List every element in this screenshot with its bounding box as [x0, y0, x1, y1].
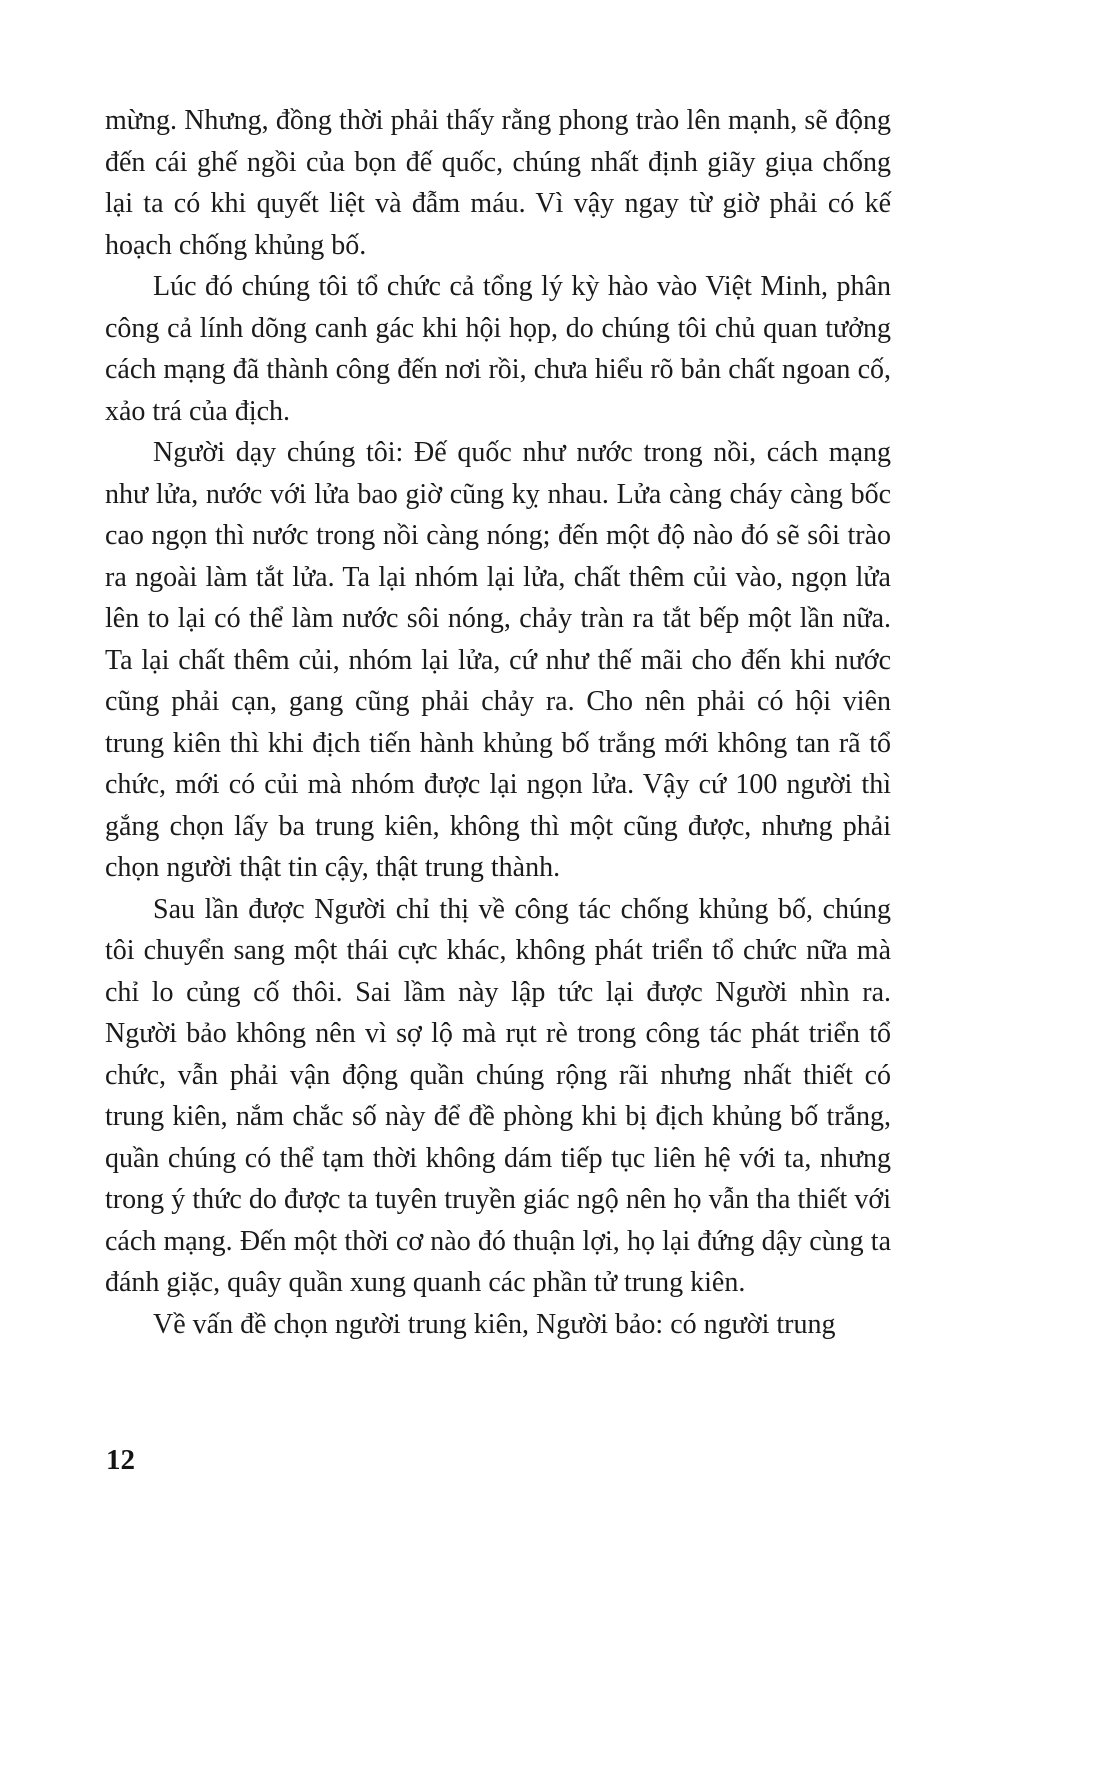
paragraph: Người dạy chúng tôi: Đế quốc như nước trong nồi, cách mạng như lửa, nước với lửa bao giờ cũng kỵ nhau. Lửa càng cháy càng bốc cao ngọn thì nước trong nồi càng nóng; đến một độ nào đó sẽ sôi trào ra ngoài làm tắt lửa. Ta lại nhóm lại lửa, chất thêm củi vào, ngọn lửa lên to lại có thể làm nước sôi nóng, chảy tràn ra tắt bếp một lần nữa. Ta lại chất thêm củi, nhóm lại lửa, cứ như thế mãi cho đến khi nước cũng phải cạn, gang cũng phải chảy ra. Cho nên phải có hội viên trung kiên thì khi địch tiến hành khủng bố trắng mới không tan rã tổ chức, mới có củi mà nhóm được lại ngọn lửa. Vậy cứ 100 người thì gắng chọn lấy ba trung kiên, không thì một cũng được, nhưng phải chọn người thật tin cậy, thật trung thành.: [105, 437, 891, 883]
page-number: 12: [106, 1444, 135, 1476]
paragraph: Lúc đó chúng tôi tổ chức cả tổng lý kỳ hào vào Việt Minh, phân công cả lính dõng canh gác khi hội họp, do chúng tôi chủ quan tưởng cách mạng đã thành công đến nơi rồi, chưa hiểu rõ bản chất ngoan cố, xảo trá của địch.: [105, 271, 891, 427]
paragraph: Sau lần được Người chỉ thị về công tác chống khủng bố, chúng tôi chuyển sang một thái cực khác, không phát triển tổ chức nữa mà chỉ lo củng cố thôi. Sai lầm này lập tức lại được Người nhìn ra. Người bảo không nên vì sợ lộ mà rụt rè trong công tác phát triển tổ chức, vẫn phải vận động quần chúng rộng rãi nhưng nhất thiết có trung kiên, nắm chắc số này để đề phòng khi bị địch khủng bố trắng, quần chúng có thể tạm thời không dám tiếp tục liên hệ với ta, nhưng trong ý thức do được ta tuyên truyền giác ngộ nên họ vẫn tha thiết với cách mạng. Đến một thời cơ nào đó thuận lợi, họ lại đứng dậy cùng ta đánh giặc, quây quần xung quanh các phần tử trung kiên.: [105, 893, 891, 1298]
paragraph: Về vấn đề chọn người trung kiên, Người bảo: có người trung: [153, 1308, 836, 1340]
text-block: [105, 100, 891, 1345]
paragraph: mừng. Nhưng, đồng thời phải thấy rằng phong trào lên mạnh, sẽ động đến cái ghế ngồi của bọn đế quốc, chúng nhất định giãy giụa chống lại ta có khi quyết liệt và đẫm máu. Vì vậy ngay từ giờ phải có kế hoạch chống khủng bố.: [105, 105, 891, 261]
